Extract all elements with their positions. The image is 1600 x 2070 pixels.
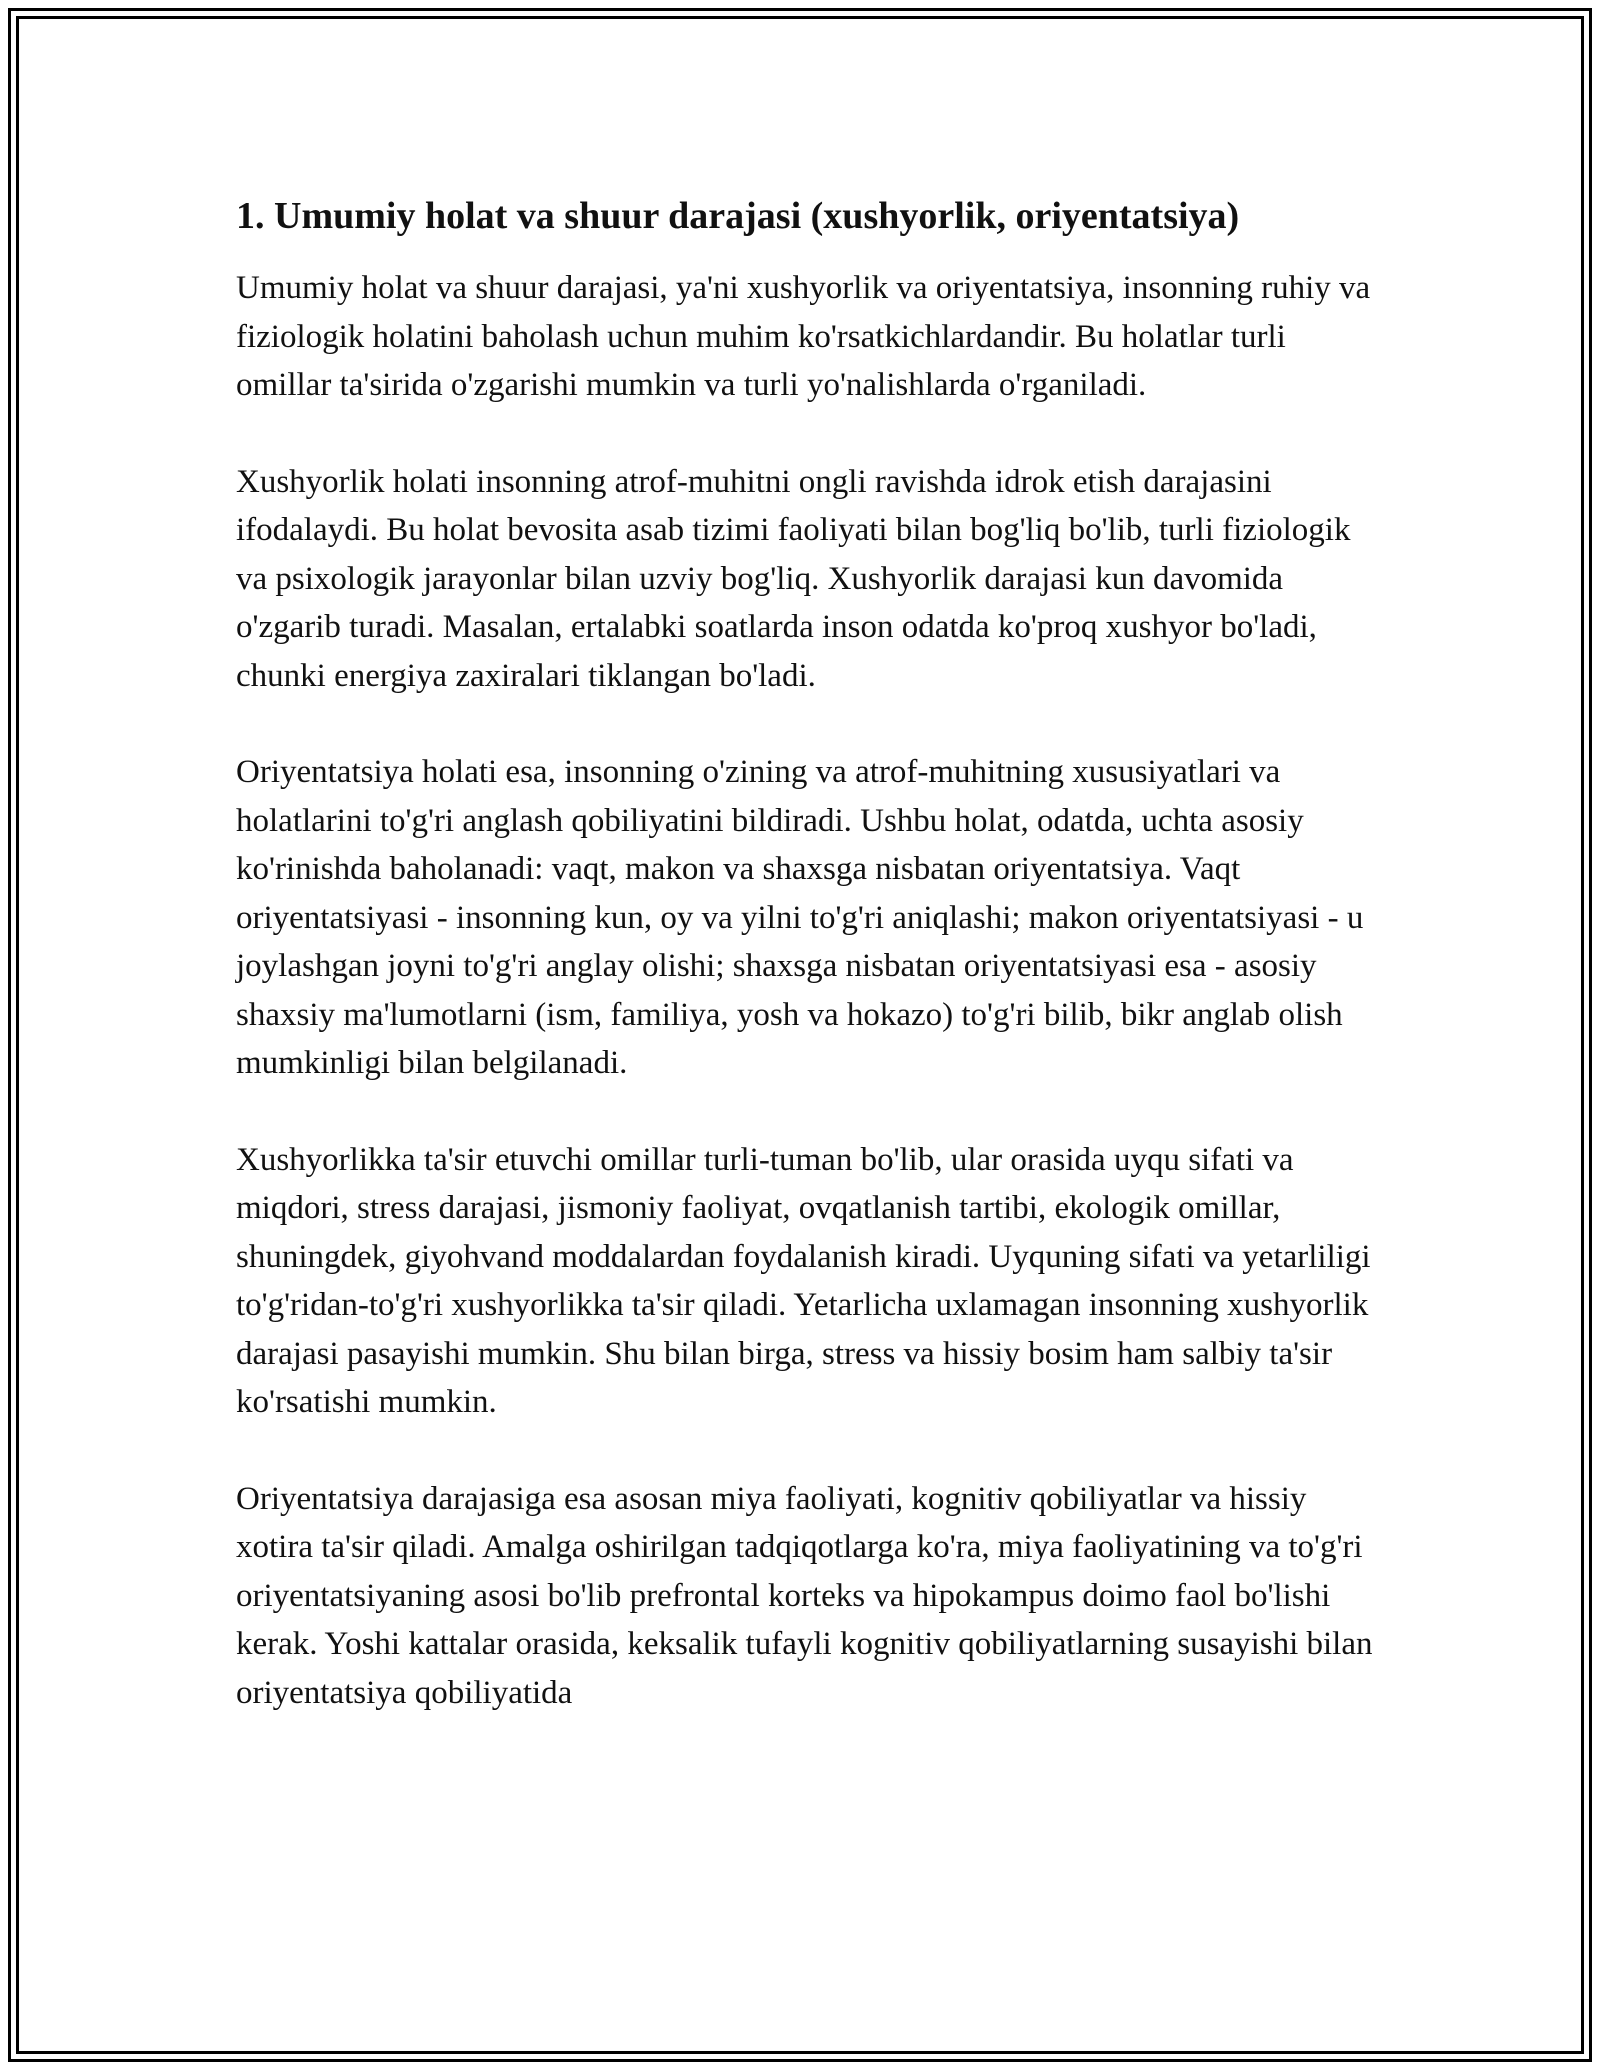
paragraph-orientation: Oriyentatsiya holati esa, insonning o'zining va atrof-muhitning xususiyatlari va holatlarini to'g'ri anglash qobiliyatini bildiradi. Ushbu holat, odatda, uchta asosiy ko'rinishda baholanadi: vaqt, makon va shaxsga nisbatan oriyentatsiya. Vaqt oriyentatsiyasi - insonning kun, oy va yilni to'g'ri aniqlashi; makon oriyentatsiyasi - u joylashgan joyni to'g'ri anglay olishi; shaxsga nisbatan oriyentatsiyasi esa - asosiy shaxsiy ma'lumotlarni (ism, familiya, yosh va hokazo) to'g'ri bilib, bikr anglab olish mumkinligi bilan belgilanadi.	[236, 754, 1364, 1081]
document-body	[236, 190, 1376, 1765]
paragraph-intro: Umumiy holat va shuur darajasi, ya'ni xushyorlik va oriyentatsiya, insonning ruhiy va fiziologik holatini baholash uchun muhim ko'rsatkichlardandir. Bu holatlar turli omillar ta'sirida o'zgarishi mumkin va turli yo'nalishlarda o'rganiladi.	[236, 270, 1371, 403]
section-heading: 1. Umumiy holat va shuur darajasi (xushyorlik, oriyentatsiya)	[236, 195, 1240, 237]
paragraph-alertness: Xushyorlik holati insonning atrof-muhitni ongli ravishda idrok etish darajasini ifodalaydi. Bu holat bevosita asab tizimi faoliyati bilan bog'liq bo'lib, turli fiziologik va psixologik jarayonlar bilan uzviy bog'liq. Xushyorlik darajasi kun davomida o'zgarib turadi. Masalan, ertalabki soatlarda inson odatda ko'proq xushyor bo'ladi, chunki energiya zaxiralari tiklangan bo'ladi.	[236, 463, 1351, 694]
paragraph-alertness-factors: Xushyorlikka ta'sir etuvchi omillar turli-tuman bo'lib, ular orasida uyqu sifati va miqdori, stress darajasi, jismoniy faoliyat, ovqatlanish tartibi, ekologik omillar, shuningdek, giyohvand moddalardan foydalanish kiradi. Uyquning sifati va yetarliligi to'g'ridan-to'g'ri xushyorlikka ta'sir qiladi. Yetarlicha uxlamagan insonning xushyorlik darajasi pasayishi mumkin. Shu bilan birga, stress va hissiy bosim ham salbiy ta'sir ko'rsatishi mumkin.	[236, 1141, 1371, 1420]
paragraph-orientation-factors: Oriyentatsiya darajasiga esa asosan miya faoliyati, kognitiv qobiliyatlar va hissiy xotira ta'sir qiladi. Amalga oshirilgan tadqiqotlarga ko'ra, miya faoliyatining va to'g'ri oriyentatsiyaning asosi bo'lib prefrontal korteks va hipokampus doimo faol bo'lishi kerak. Yoshi kattalar orasida, keksalik tufayli kognitiv qobiliyatlarning susayishi bilan oriyentatsiya qobiliyatida	[236, 1480, 1373, 1711]
